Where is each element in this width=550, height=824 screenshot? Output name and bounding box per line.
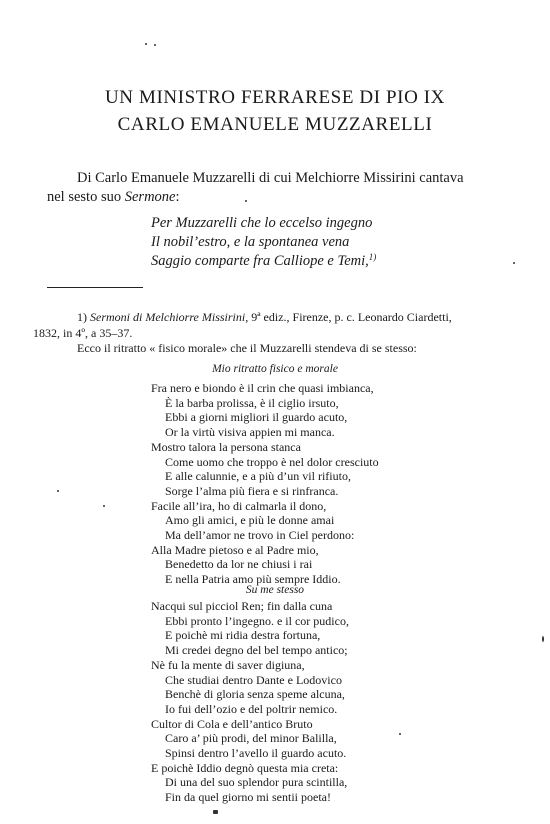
verse-line-3: Saggio comparte fra Calliope e Temi,$^{1)}$ [151,252,377,269]
poem-line: Caro a’ più prodi, del minor Balilla, [165,731,337,746]
poem-line: Ebbi pronto l’ingegno. e il cor pudico, [165,613,349,628]
footnote-line-2: 1832, in 4º, a 35–37. [33,326,133,340]
poem-line: Che studiai dentro Dante e Lodovico [165,672,342,687]
scan-speck [213,810,218,814]
poem-line: Spinsi dentro l’avello il guardo acuto. [165,746,347,760]
scan-speck [57,490,59,492]
poem-line: Nè fu la mente di saver digiuna, [151,657,305,672]
poem-line: Cultor di Cola e dell’antico Bruto [151,716,313,731]
poem-line: Nacqui sul picciol Ren; fin dalla cuna [151,599,333,613]
poem-line: E poichè Iddio degnò questa mia creta: [151,760,339,775]
poem-line: Benchè di gloria senza speme alcuna, [165,687,345,702]
poem-line: Fra nero e biondo è il crin che quasi imbianca, [151,381,374,395]
intro-line-2: nel sesto suo Sermone: [47,189,180,205]
poem-line: Or la virtù visiva appien mi manca. [165,425,335,440]
poem-line: Come uomo che troppo è nel dolor cresciuto [165,454,379,469]
poem-line: Mi credei degno del bel tempo antico; [165,643,348,658]
footnote-line-3: Ecco il ritratto « fisico morale» che il Muzzarelli stendeva di se stesso: [77,341,417,355]
scan-speck [154,44,156,46]
poem-line: Alla Madre pietoso e al Padre mio, [151,542,319,557]
verse-line-2: Il nobil’estro, e la spontanea vena [151,234,350,250]
poem-line: È la barba prolissa, è il ciglio irsuto, [165,395,339,410]
poem-2-title: Su me stesso [245,584,305,596]
title-line-2: CARLO EMANUELE MUZZARELLI [117,114,433,135]
poem-line: E nella Patria amo più sempre Iddio. [165,572,341,587]
title-line-1: UN MINISTRO FERRARESE DI PIO IX [104,87,446,108]
scan-speck [103,505,105,507]
poem-line: Fin da quel giorno mi sentii poeta! [165,790,331,805]
poem-line: Io fui dell’ozio e del poltrir nemico. [165,701,338,716]
poem-line: Ma dell’amor ne trovo in Ciel perdono: [165,528,355,542]
footnote-reference: 1) [368,252,377,262]
footnote-divider [47,287,143,288]
poem-line: Benedetto da lor ne chiusi i rai [165,557,313,572]
poem-line: Ebbi a giorni migliori il guardo acuto, [165,410,348,425]
scan-speck [145,43,147,45]
poem-line: Di una del suo splendor pura scintilla, [165,775,348,790]
poem-line: Amo gli amici, e più le donne amai [165,513,335,528]
verse-line-1: Per Muzzarelli che lo eccelso ingegno [151,215,373,231]
poem-line: Mostro talora la persona stanca [151,439,301,454]
scan-speck [399,733,401,735]
poem-line: E alle calunnie, e a più d’un vil rifiuto, [165,469,351,484]
intro-line-1: Di Carlo Emanuele Muzzarelli di cui Melchiorre Missirini cantava [77,170,464,186]
footnote-line-1: 1) Sermoni di Melchiorre Missirini, 9ª ediz., Firenze, p. c. Leonardo Ciardetti, [77,310,452,324]
scan-speck [245,200,247,202]
scan-speck [542,636,544,642]
poem-line: Facile all’ira, ho di calmarla il dono, [151,498,327,513]
poem-line: Sorge l’alma più fiera e si rinfranca. [165,483,339,498]
poem-1-title: Mio ritratto fisico e morale [212,363,338,375]
scan-speck [513,262,515,264]
poem-line: E poichè mi ridia destra fortuna, [165,628,321,643]
